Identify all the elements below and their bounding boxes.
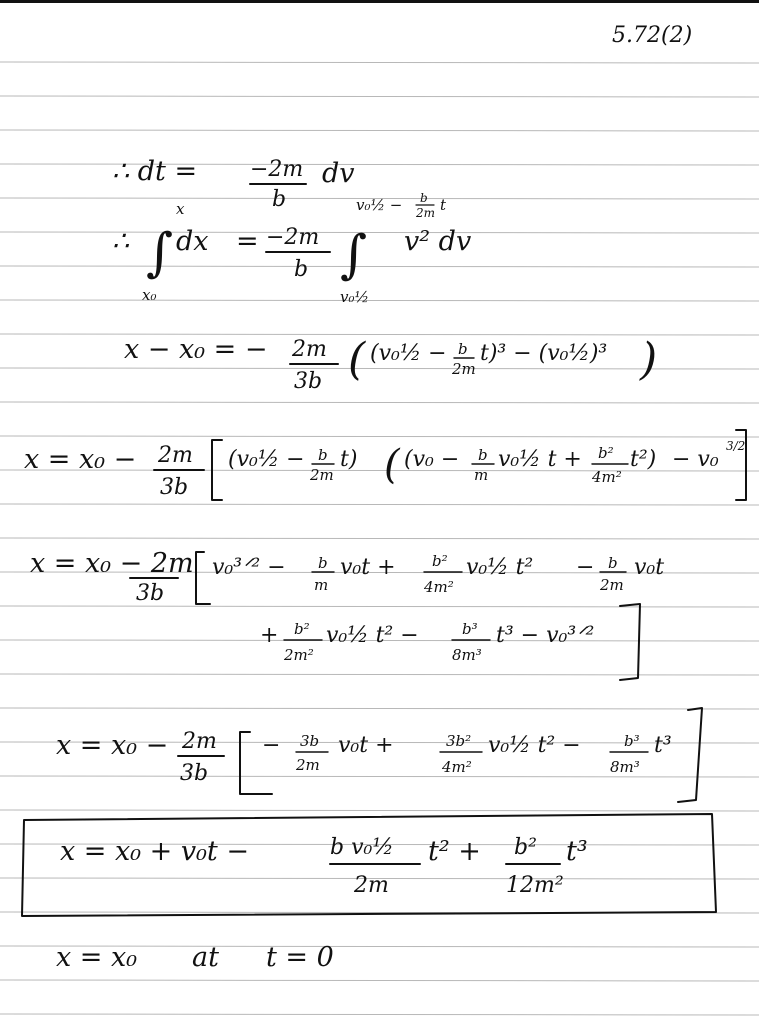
eq5-n2: b² [432, 552, 448, 570]
eq5-n1: b [318, 554, 328, 572]
eq4-f1-num: b [318, 446, 328, 464]
answer-n2: b² [514, 835, 537, 860]
answer-lhs: x = x₀ + v₀t − [60, 836, 249, 867]
eq4-lhs: x = x₀ − [24, 444, 137, 475]
eq5-a5: v₀t [634, 555, 665, 580]
right-upper-limit: v₀½ − [356, 196, 403, 214]
ruled-line [0, 810, 759, 811]
page-top-edge [0, 0, 759, 3]
eq5-d5: 8m³ [452, 646, 482, 664]
right-upper-limit-t: t [440, 196, 447, 214]
eq6-coef-den: 3b [180, 761, 209, 786]
ruled-line [0, 606, 759, 607]
ruled-line [0, 266, 759, 267]
final-answer-box [22, 814, 716, 916]
eq2-equals: = [236, 226, 259, 257]
left-integral-sign: ∫ [146, 223, 174, 283]
eq5-n3: b [608, 554, 618, 572]
eq4-coef-den: 3b [160, 475, 189, 500]
eq3-coef-den: 3b [294, 369, 323, 394]
ruled-line [0, 62, 759, 63]
eq5-a4: − [576, 555, 595, 580]
eq6-coef-num: 2m [182, 729, 217, 754]
right-upper-limit-num: b [420, 191, 428, 205]
ruled-line [0, 130, 759, 131]
left-lower-limit: x₀ [142, 286, 157, 304]
check-at: at [192, 942, 219, 973]
check-t0: t = 0 [266, 942, 334, 973]
answer-d2: 12m² [506, 873, 564, 898]
eq3-term-b: t)³ − (v₀½)³ [480, 341, 608, 366]
equation-distributed [30, 548, 664, 680]
eq3-term-a: (v₀½ − [370, 341, 447, 366]
equation-x-minus-x0 [124, 334, 657, 394]
ruled-line [0, 300, 759, 301]
eq4-f2-num2: b² [598, 444, 614, 462]
initial-condition-check [56, 942, 334, 973]
ruled-line [0, 1014, 759, 1015]
eq5-b0: + [260, 623, 279, 648]
ruled-line [0, 402, 759, 403]
eq4-f1-den: 2m [310, 466, 334, 484]
eq4-f1-b: t) [340, 447, 358, 472]
eq6-d2: 4m² [442, 758, 472, 776]
eq4-tail: − v₀ [672, 447, 719, 472]
check-lhs: x = x₀ [56, 942, 138, 973]
right-lower-limit: v₀½ [340, 288, 370, 306]
eq4-f1-a: (v₀½ − [228, 447, 305, 472]
ruled-line [0, 980, 759, 981]
eq2-therefore: ∴ [112, 226, 130, 257]
eq4-f2-open: ( [384, 442, 400, 488]
answer-a2: t³ [566, 836, 588, 867]
eq3-frac-den: 2m [452, 360, 476, 378]
eq4-f2-den: m [474, 466, 489, 484]
eq2-integrand: v² dv [404, 226, 472, 257]
answer-d1: 2m [354, 873, 389, 898]
eq1-coef-num: −2m [250, 157, 304, 182]
eq1-coef-den: b [272, 187, 287, 212]
eq6-lhs: x = x₀ − [56, 730, 169, 761]
eq4-f2-b: v₀½ t + [498, 447, 582, 472]
eq5-open-bracket [196, 552, 210, 604]
eq4-f2-num: b [478, 446, 488, 464]
eq6-d3: 8m³ [610, 758, 640, 776]
ruled-line [0, 708, 759, 709]
eq5-b1: v₀½ t² − [326, 623, 419, 648]
eq5-d4: 2m² [284, 646, 314, 664]
ruled-line [0, 436, 759, 437]
eq5-a: v₀³ᐟ² − [212, 555, 286, 580]
eq5-coef-den: 3b [136, 581, 165, 606]
eq3-open-paren: ( [348, 334, 366, 385]
ruled-line [0, 96, 759, 97]
eq5-a2: v₀t + [340, 555, 396, 580]
eq5-b2: t³ − v₀³ᐟ² [496, 623, 595, 648]
eq5-d2: 4m² [424, 578, 454, 596]
eq4-f2-den2: 4m² [592, 468, 622, 486]
equation-integral [112, 191, 471, 306]
ruled-line [0, 504, 759, 505]
eq6-a0: − [262, 733, 281, 758]
ruled-line [0, 538, 759, 539]
eq5-n4: b² [294, 620, 310, 638]
eq6-n3: b³ [624, 732, 640, 750]
eq6-a3: t³ [654, 733, 672, 758]
eq2-coef-num: −2m [266, 225, 320, 250]
left-upper-limit: x [176, 200, 185, 218]
eq3-frac-num: b [458, 340, 468, 358]
eq5-d3: 2m [600, 576, 624, 594]
eq6-d1: 2m [296, 756, 320, 774]
eq2-coef-den: b [294, 257, 309, 282]
eq5-close-bracket [620, 604, 640, 680]
eq6-n2: 3b² [446, 732, 472, 750]
eq4-f2-c: t²) [630, 447, 657, 472]
eq2-dx: dx [176, 226, 209, 257]
eq5-d1: m [314, 576, 329, 594]
eq5-n5: b³ [462, 620, 478, 638]
eq1-rhs: dv [322, 158, 355, 189]
equation-expanded-product [24, 430, 746, 500]
eq6-a1: v₀t + [338, 733, 394, 758]
eq3-lhs: x − x₀ = − [124, 334, 268, 365]
equation-simplified [56, 708, 702, 802]
ruled-line [0, 674, 759, 675]
right-upper-limit-den: 2m [416, 206, 436, 220]
right-integral-sign: ∫ [340, 225, 368, 285]
eq6-n1: 3b [300, 732, 320, 750]
eq3-coef-num: 2m [292, 337, 327, 362]
eq4-tail-exp: 3/2 [726, 439, 746, 453]
answer-a1: t² + [428, 836, 481, 867]
eq4-f2-a: (v₀ − [404, 447, 460, 472]
eq3-close-paren: ) [640, 334, 658, 385]
eq6-close-bracket [678, 708, 702, 802]
answer-n1: b v₀½ [330, 835, 394, 860]
page-label: 5.72(2) [612, 23, 693, 48]
eq1-lhs: ∴ dt = [112, 156, 198, 187]
ruled-line [0, 776, 759, 777]
eq4-coef-num: 2m [158, 443, 193, 468]
eq5-lhs: x = x₀ − 2m [30, 548, 194, 579]
eq6-a2: v₀½ t² − [488, 733, 581, 758]
eq5-a3: v₀½ t² [466, 555, 534, 580]
